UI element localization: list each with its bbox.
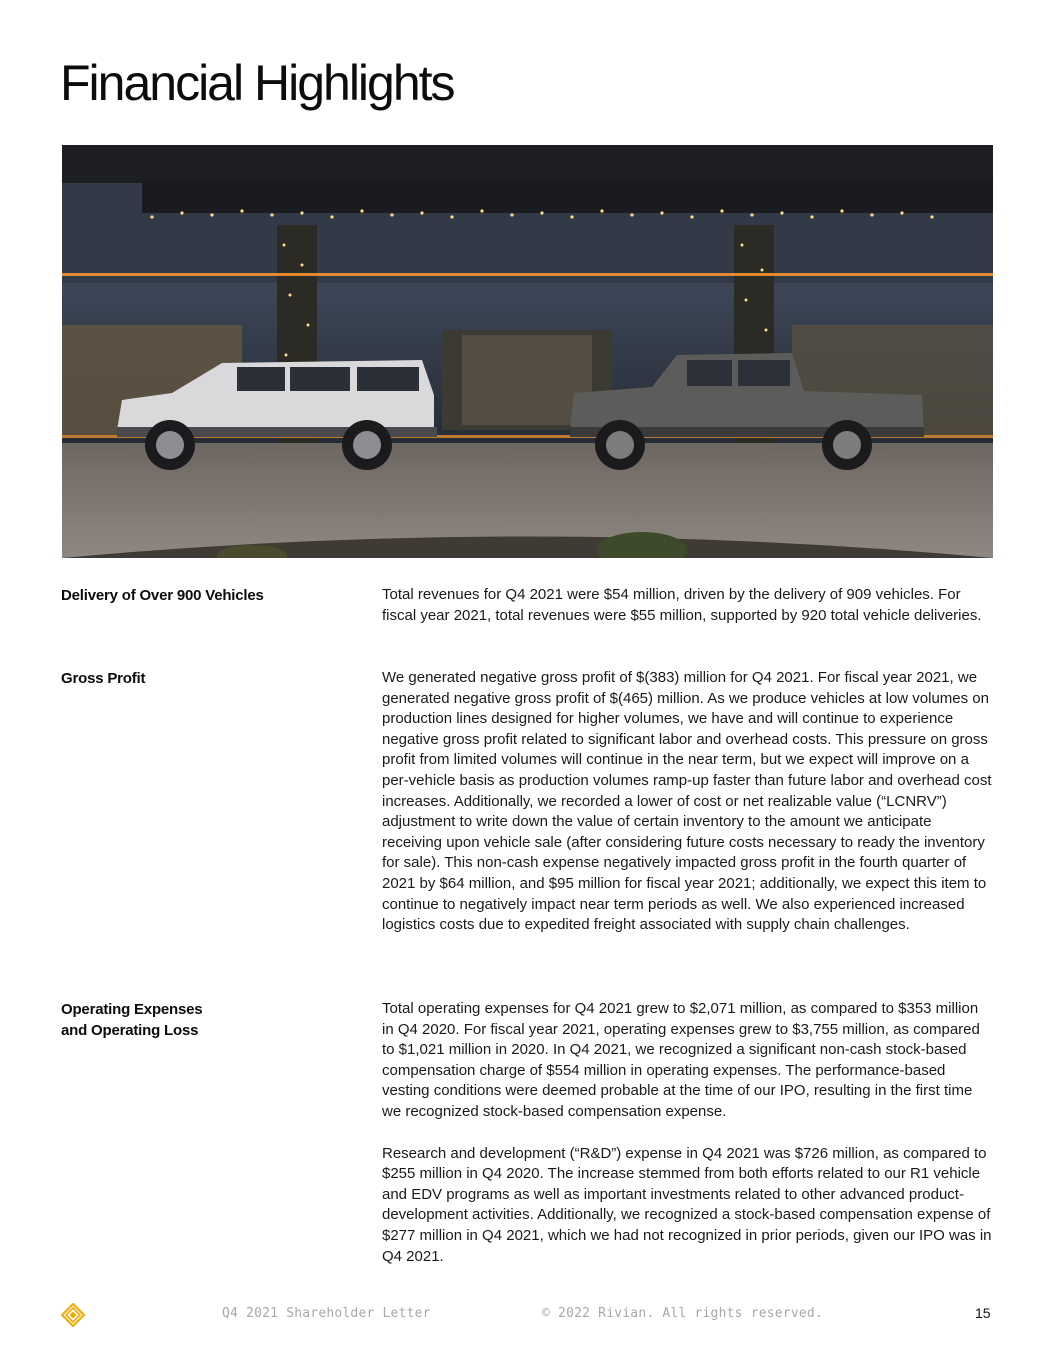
section-body [382, 999, 994, 1267]
section-label: Delivery of Over 900 Vehicles [61, 587, 264, 604]
rivian-compass-logo-icon [61, 1303, 85, 1327]
page-title: Financial Highlights [60, 55, 454, 111]
section-label-line-2: and Operating Loss [61, 1022, 199, 1039]
paragraph: We generated negative gross profit of $(383) million for Q4 2021. For fiscal year 2021, we generated negative gross profit of $(465) million. As we produce vehicles at low volumes on production lines designed for higher volumes, we have and will continue to experience negative gross profit related to significant labor and overhead costs. This pressure on gross profit from limited volumes will continue in the near term, but we expect will improve on a per-vehicle basis as production volumes ramp-up faster than future labor and overhead cost increases. Additionally, we recorded a lower of cost or net realizable value (“LCNRV”) adjustment to write down the value of certain inventory to the amount we anticipate receiving upon vehicle sale (after considering future costs necessary to ready the inventory for sale). This non-cash expense negatively impacted gross profit in the fourth quarter of 2021 by $64 million, and $95 million for fiscal year 2021; additionally, we expect this item to continue to negatively impact near term periods as well. We also experienced increased logistics costs due to expedited freight associated with supply chain challenges. [382, 669, 992, 934]
section-label: Gross Profit [61, 670, 146, 687]
paragraph: Research and development (“R&D”) expense in Q4 2021 was $726 million, as compared to $255 million in Q4 2020. The increase stemmed from both efforts related to our R1 vehicle and EDV programs as well as important investments related to other advanced product-development activities. Additionally, we recognized a stock-based compensation expense of $277 million in Q4 2021, which we had not recognized in prior periods, given our IPO was in Q4 2021. [382, 1144, 992, 1265]
vehicles-photo [62, 145, 993, 558]
section-label-line-1: Operating Expenses [61, 1001, 203, 1018]
footer-copyright: © 2022 Rivian. All rights reserved. [542, 1306, 823, 1321]
section-label [61, 999, 361, 1041]
section-body [382, 668, 994, 936]
paragraph: Total operating expenses for Q4 2021 grew to $2,071 million, as compared to $353 million in Q4 2020. For fiscal year 2021, operating expenses grew to $3,755 million, as compared to $1,021 million in 2020. In Q4 2021, we recognized a significant non-cash stock-based compensation charge of $554 million in operating expenses. The performance-based vesting conditions were deemed probable at the time of our IPO, resulting in the first time we recognized stock-based compensation expense. [382, 1000, 980, 1120]
footer-document-title: Q4 2021 Shareholder Letter [222, 1306, 431, 1321]
vehicles-photo-illustration [62, 145, 993, 558]
paragraph: Total revenues for Q4 2021 were $54 million, driven by the delivery of 909 vehicles. For fiscal year 2021, total revenues were $55 million, supported by 920 total vehicle deliveries. [382, 586, 982, 624]
section-body [382, 585, 994, 626]
page-number: 15 [975, 1305, 991, 1321]
